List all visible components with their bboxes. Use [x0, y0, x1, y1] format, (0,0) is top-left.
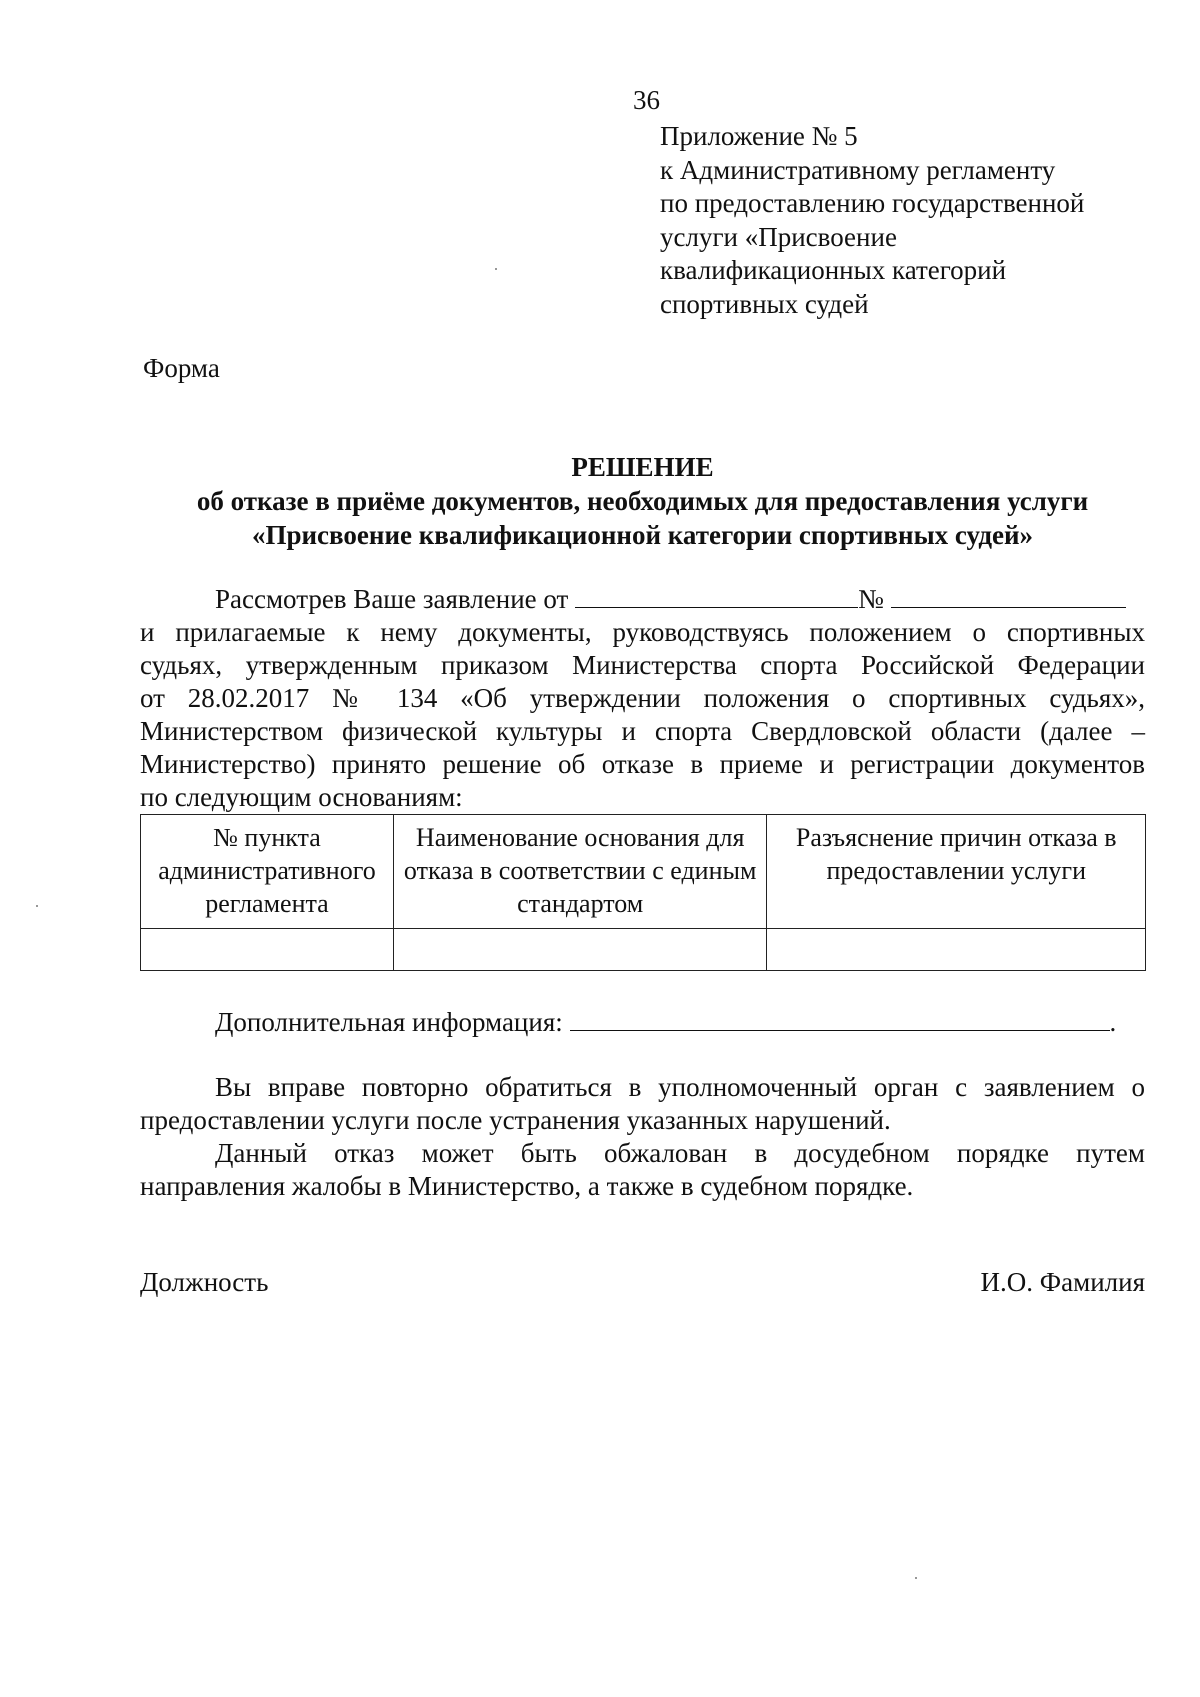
annex-line: спортивных судей: [660, 288, 869, 319]
body-line: по следующим основаниям:: [140, 782, 463, 812]
application-date-field[interactable]: [575, 583, 858, 608]
application-line: [140, 583, 1145, 616]
body-line: Министерством физической культуры и спорта Свердловской области (далее –: [140, 716, 1145, 746]
annex-line: квалификационных категорий: [660, 255, 1007, 285]
closing-text: [140, 1071, 1145, 1203]
closing-line: предоставлении услуги после устранения указанных нарушений.: [140, 1105, 891, 1135]
table-cell[interactable]: [141, 929, 394, 971]
body-line: от 28.02.2017 № 134 «Об утверждении положения о спортивных судьях»,: [140, 683, 1145, 713]
table-cell[interactable]: [767, 929, 1146, 971]
signature-name: И.О. Фамилия: [980, 1267, 1145, 1297]
closing-line: Данный отказ может быть обжалован в досудебном порядке путем: [215, 1138, 1145, 1168]
annex-line: к Административному регламенту: [660, 154, 1056, 185]
additional-info-field[interactable]: [570, 1006, 1110, 1031]
scan-speck: [36, 905, 38, 907]
document-subtitle: об отказе в приёме документов, необходимых для предоставления услуги: [196, 486, 1089, 516]
table-header-cell: № пункта административного регламента: [141, 815, 394, 929]
table-header-row: [141, 815, 1146, 929]
additional-info-label: Дополнительная информация:: [215, 1007, 563, 1037]
form-label: Форма: [143, 353, 220, 383]
closing-line: Вы вправе повторно обратиться в уполномоченный орган с заявлением о: [215, 1072, 1145, 1102]
table-row: [141, 929, 1146, 971]
document-subtitle: «Присвоение квалификационной категории спортивных судей»: [251, 520, 1034, 550]
document-title: РЕШЕНИЕ: [571, 452, 714, 482]
additional-info: [215, 1006, 1116, 1039]
scan-speck: [915, 1577, 917, 1579]
document-heading: [140, 450, 1145, 552]
body-line: судьях, утвержденным приказом Министерства спорта Российской Федерации: [140, 650, 1145, 680]
body-line: Министерство) принято решение об отказе в приеме и регистрации документов: [140, 749, 1145, 779]
application-number-field[interactable]: [891, 583, 1126, 608]
scan-speck: [495, 268, 497, 270]
application-intro: Рассмотрев Ваше заявление от: [215, 584, 569, 614]
decision-body: [140, 583, 1145, 814]
annex-line: Приложение № 5: [660, 121, 858, 151]
table-cell[interactable]: [393, 929, 767, 971]
annex-line: по предоставлению государственной: [660, 188, 1085, 218]
signature-position: Должность: [140, 1267, 269, 1297]
number-sign: №: [858, 584, 884, 614]
closing-line: направления жалобы в Министерство, а также в судебном порядке.: [140, 1171, 914, 1201]
refusal-reasons-table: [140, 814, 1146, 971]
annex-line: услуги «Присвоение: [660, 221, 897, 252]
page-number: 36: [633, 85, 660, 115]
table-header-cell: Разъяснение причин отказа в предоставлении услуги: [767, 815, 1146, 929]
additional-info-end: .: [1109, 1007, 1117, 1037]
annex-header: [660, 120, 1140, 321]
table-header-cell: Наименование основания для отказа в соответствии с единым стандартом: [393, 815, 767, 929]
body-line: и прилагаемые к нему документы, руководствуясь положением о спортивных: [140, 617, 1145, 647]
